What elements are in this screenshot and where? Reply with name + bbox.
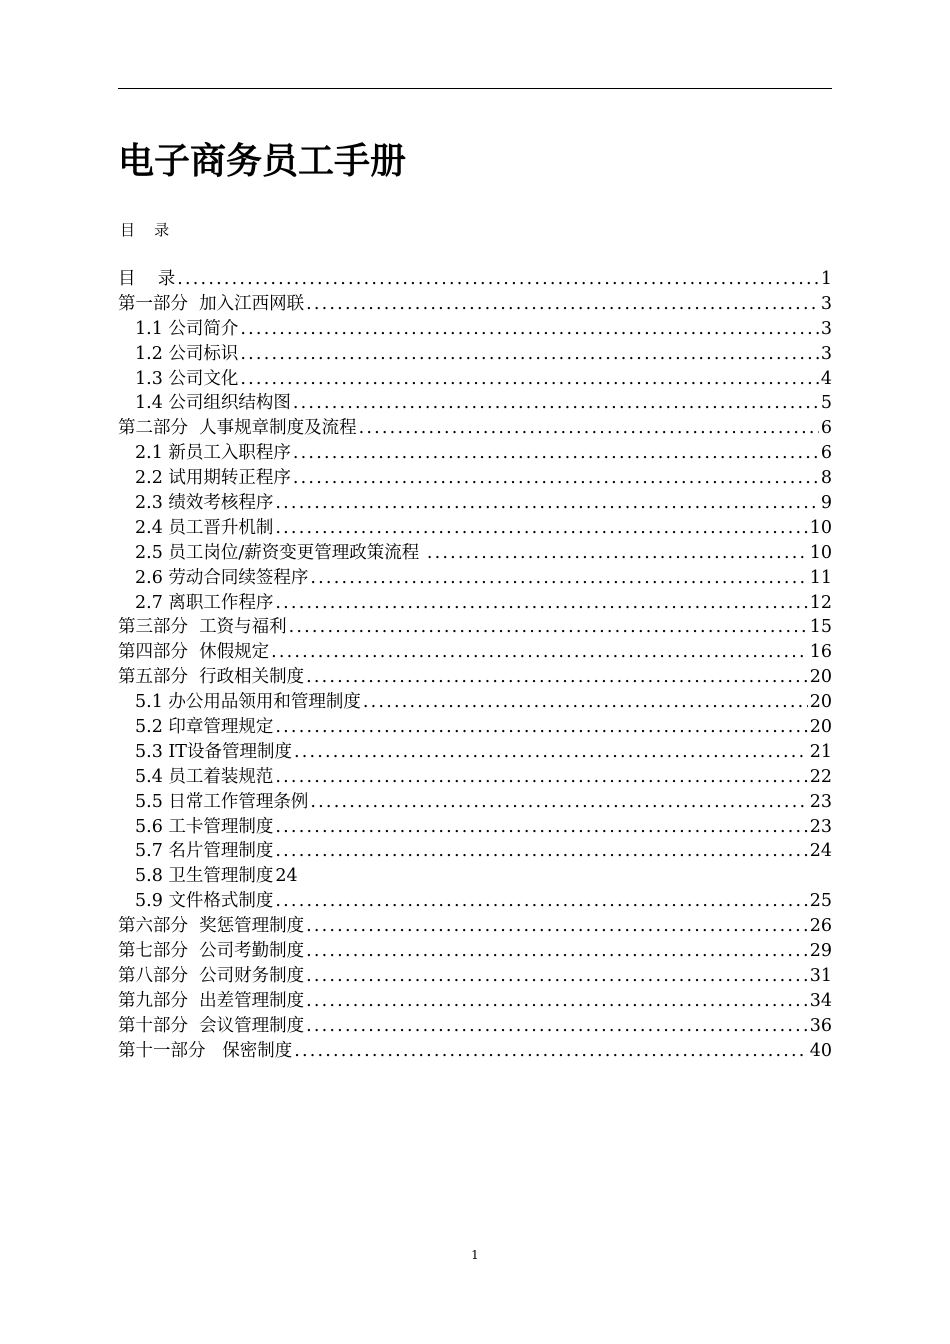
toc-entry[interactable] — [118, 340, 832, 365]
toc-dot-leader — [275, 767, 807, 787]
toc-entry-label: 1.3 公司文化 — [135, 368, 239, 389]
toc-dot-leader — [306, 1016, 808, 1036]
toc-entry-label: 2.6 劳动合同续签程序 — [135, 567, 309, 588]
toc-entry-page: 3 — [820, 343, 832, 364]
toc-entry-label: 1.4 公司组织结构图 — [135, 393, 291, 414]
toc-entry[interactable] — [118, 688, 832, 713]
toc-entry[interactable] — [118, 315, 832, 340]
toc-entry-label: 目 录 — [118, 269, 176, 289]
toc-entry-page: 29 — [809, 941, 832, 962]
toc-entry[interactable] — [118, 937, 832, 962]
header-rule — [118, 88, 832, 89]
toc-entry-page: 24 — [275, 866, 298, 887]
toc-entry-page: 9 — [820, 493, 832, 514]
toc-entry[interactable] — [118, 439, 832, 464]
toc-entry-label: 第七部分 公司考勤制度 — [118, 941, 305, 962]
toc-entry-label: 2.2 试用期转正程序 — [135, 468, 291, 489]
toc-entry[interactable] — [118, 887, 832, 912]
toc-dot-leader — [359, 418, 819, 438]
toc-entry-page: 3 — [820, 318, 832, 339]
toc-entry-page: 21 — [809, 741, 832, 762]
toc-entry-label: 2.4 员工晋升机制 — [135, 517, 274, 538]
toc-entry[interactable] — [118, 365, 832, 390]
toc-entry-label: 第六部分 奖惩管理制度 — [118, 916, 305, 937]
toc-entry-page: 34 — [809, 990, 832, 1011]
toc-entry-page: 3 — [820, 293, 832, 314]
toc-entry-page: 36 — [809, 1015, 832, 1036]
toc-entry-page: 10 — [809, 517, 832, 538]
toc-entry[interactable] — [118, 862, 832, 887]
toc-entry-page: 25 — [809, 891, 832, 912]
toc-entry[interactable] — [118, 788, 832, 813]
toc-entry[interactable] — [118, 987, 832, 1012]
toc-entry[interactable] — [118, 489, 832, 514]
toc-entry[interactable] — [118, 564, 832, 589]
toc-entry-label: 1.1 公司简介 — [135, 318, 239, 339]
toc-entry-label: 5.9 文件格式制度 — [135, 891, 274, 912]
toc-dot-leader — [293, 443, 819, 463]
toc-entry-label: 5.4 员工着装规范 — [135, 766, 274, 787]
toc-entry[interactable] — [118, 738, 832, 763]
page-number: 1 — [471, 1248, 479, 1262]
toc-entry-label: 5.1 办公用品领用和管理制度 — [135, 692, 361, 713]
toc-dot-leader — [293, 468, 819, 488]
toc-dot-leader — [306, 667, 808, 687]
toc-entry-label: 5.5 日常工作管理条例 — [135, 791, 309, 812]
toc-heading: 目 录 — [120, 221, 170, 239]
toc-entry-label: 2.7 离职工作程序 — [135, 592, 274, 613]
toc-entry[interactable] — [118, 539, 832, 564]
toc-entry[interactable] — [118, 464, 832, 489]
toc-dot-leader — [306, 294, 819, 314]
toc-entry-page: 4 — [820, 368, 832, 389]
toc-dot-leader — [294, 1041, 808, 1061]
toc-dot-leader — [240, 319, 818, 339]
toc-entry-page: 20 — [809, 667, 832, 688]
toc-entry-page: 8 — [820, 468, 832, 489]
toc-dot-leader — [240, 344, 818, 364]
toc-entry-label: 第十一部分 保密制度 — [118, 1040, 293, 1061]
toc-entry[interactable] — [118, 265, 832, 290]
toc-dot-leader — [293, 393, 819, 413]
toc-entry-page: 6 — [820, 443, 832, 464]
toc-dot-leader — [275, 493, 818, 513]
toc-entry-page: 31 — [809, 965, 832, 986]
toc-entry-label: 第四部分 休假规定 — [118, 642, 270, 663]
toc-entry[interactable] — [118, 290, 832, 315]
toc-dot-leader — [275, 593, 807, 613]
toc-dot-leader — [363, 692, 808, 712]
toc-entry[interactable] — [118, 1012, 832, 1037]
toc-entry-page: 10 — [809, 542, 832, 563]
toc-entry-label: 第二部分 人事规章制度及流程 — [118, 418, 357, 439]
toc-entry-page: 40 — [809, 1040, 832, 1061]
toc-entry-label: 第九部分 出差管理制度 — [118, 990, 305, 1011]
toc-entry-label: 5.6 工卡管理制度 — [135, 816, 274, 837]
toc-entry-label: 第五部分 行政相关制度 — [118, 667, 305, 688]
toc-entry-page: 15 — [809, 617, 832, 638]
toc-entry[interactable] — [118, 389, 832, 414]
toc-dot-leader — [240, 369, 818, 389]
toc-entry-page: 23 — [809, 791, 832, 812]
toc-dot-leader — [427, 543, 808, 563]
toc-entry[interactable] — [118, 813, 832, 838]
toc-dot-leader — [294, 742, 808, 762]
toc-dot-leader — [275, 717, 807, 737]
toc-dot-leader — [275, 518, 807, 538]
toc-entry-page: 11 — [809, 567, 832, 588]
toc-entry-page: 23 — [809, 816, 832, 837]
toc-entry-page: 6 — [820, 418, 832, 439]
toc-entry[interactable] — [118, 962, 832, 987]
toc-dot-leader — [177, 269, 819, 289]
toc-entry[interactable] — [118, 713, 832, 738]
toc-dot-leader — [310, 568, 807, 588]
toc-entry[interactable] — [118, 514, 832, 539]
toc-entry-label: 2.1 新员工入职程序 — [135, 443, 291, 464]
toc-entry-page: 16 — [809, 642, 832, 663]
toc-entry-label: 5.7 名片管理制度 — [135, 841, 274, 862]
table-of-contents — [118, 265, 832, 1062]
toc-entry-label: 1.2 公司标识 — [135, 343, 239, 364]
toc-entry[interactable] — [118, 837, 832, 862]
toc-dot-leader — [275, 841, 807, 861]
toc-entry-label: 第一部分 加入江西网联 — [118, 293, 305, 314]
toc-entry[interactable] — [118, 638, 832, 663]
toc-entry[interactable] — [118, 663, 832, 688]
toc-entry-page: 5 — [820, 393, 832, 414]
toc-dot-leader — [306, 941, 808, 961]
toc-entry-page: 26 — [809, 916, 832, 937]
toc-entry[interactable] — [118, 763, 832, 788]
document-title: 电子商务员工手册 — [118, 141, 407, 182]
toc-entry-label: 5.3 IT设备管理制度 — [135, 741, 292, 762]
toc-entry[interactable] — [118, 414, 832, 439]
toc-dot-leader — [275, 817, 807, 837]
toc-entry-label: 2.3 绩效考核程序 — [135, 493, 274, 514]
toc-entry-page: 20 — [809, 717, 832, 738]
toc-dot-leader — [271, 642, 808, 662]
toc-dot-leader — [306, 916, 808, 936]
toc-entry-page: 22 — [809, 766, 832, 787]
toc-dot-leader — [306, 991, 808, 1011]
toc-entry[interactable] — [118, 613, 832, 638]
toc-entry-label: 第十部分 会议管理制度 — [118, 1015, 305, 1036]
toc-entry-label: 第八部分 公司财务制度 — [118, 965, 305, 986]
toc-entry-page: 24 — [809, 841, 832, 862]
toc-entry-label: 5.8 卫生管理制度 — [135, 866, 274, 887]
toc-dot-leader — [306, 966, 808, 986]
toc-dot-leader — [310, 792, 807, 812]
toc-entry-label: 第三部分 工资与福利 — [118, 617, 287, 638]
toc-entry-label: 5.2 印章管理规定 — [135, 717, 274, 738]
toc-entry-page: 1 — [820, 269, 832, 289]
toc-dot-leader — [275, 891, 807, 911]
toc-entry-page: 12 — [809, 592, 832, 613]
toc-entry-page: 20 — [809, 692, 832, 713]
toc-entry-label: 2.5 员工岗位/薪资变更管理政策流程 — [135, 542, 425, 563]
toc-dot-leader — [289, 617, 808, 637]
toc-entry[interactable] — [118, 589, 832, 614]
toc-entry[interactable] — [118, 1037, 832, 1062]
toc-entry[interactable] — [118, 912, 832, 937]
